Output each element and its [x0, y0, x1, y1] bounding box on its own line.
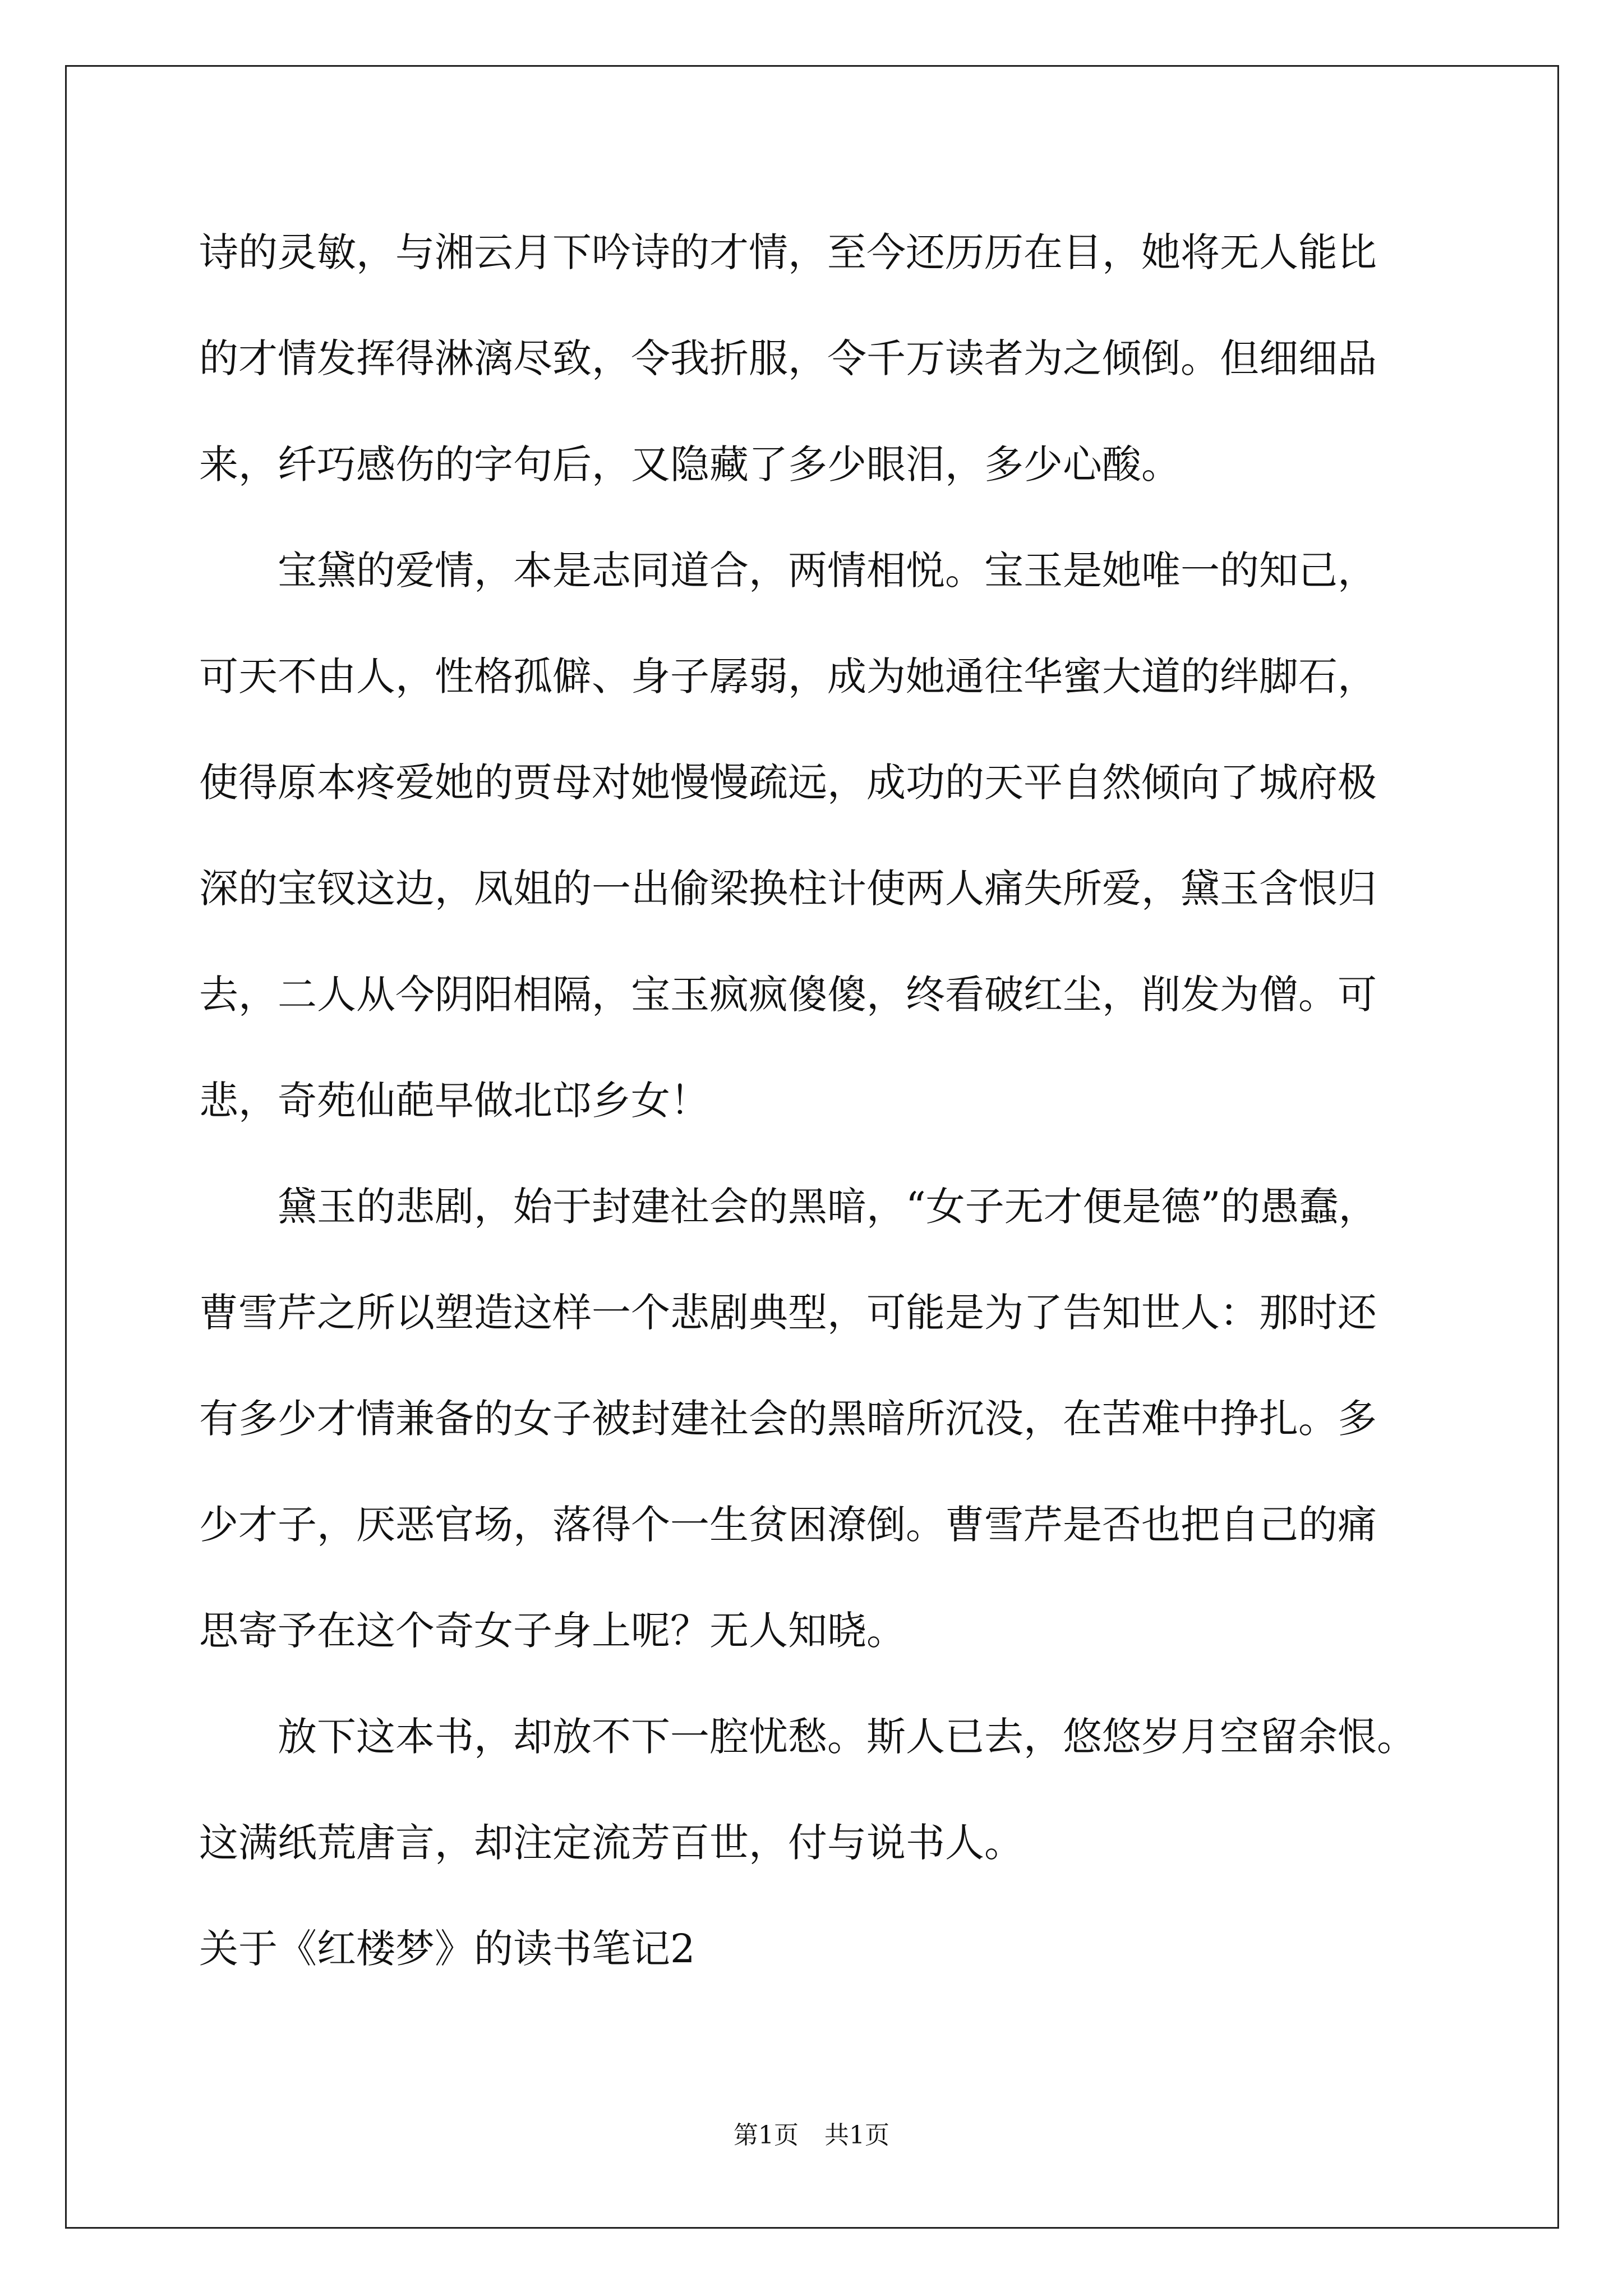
- text-line: 黛玉的悲剧，始于封建社会的黑暗，“女子无才便是德”的愚蠢，: [199, 1184, 1378, 1230]
- text-line: 诗的灵敏，与湘云月下吟诗的才情，至今还历历在目，她将无人能比: [199, 229, 1377, 275]
- text-line: 来，纤巧感伤的字句后，又隐藏了多少眼泪，多少心酸。: [199, 441, 1181, 487]
- text-line: 可天不由人，性格孤僻、身子孱弱，成为她通往华蜜大道的绊脚石，: [199, 654, 1377, 700]
- text-line: 去，二人从今阴阳相隔，宝玉疯疯傻傻，终看破红尘，削发为僧。可: [199, 972, 1377, 1018]
- text-line: 这满纸荒唐言，却注定流芳百世，付与说书人。: [199, 1820, 1023, 1866]
- section-heading: 关于《红楼梦》的读书笔记2: [199, 1926, 695, 1972]
- text-line: 悲，奇苑仙葩早做北邙乡女！: [199, 1078, 709, 1124]
- text-line: 深的宝钗这边，凤姐的一出偷梁换柱计使两人痛失所爱，黛玉含恨归: [199, 866, 1377, 912]
- text-line: 使得原本疼爱她的贾母对她慢慢疏远，成功的天平自然倾向了城府极: [199, 760, 1377, 806]
- text-line: 有多少才情兼备的女子被封建社会的黑暗所沉没，在苦难中挣扎。多: [199, 1396, 1377, 1442]
- page-total: 共1页: [824, 2121, 889, 2150]
- text-line: 少才子，厌恶官场，落得个一生贫困潦倒。曹雪芹是否也把自己的痛: [199, 1502, 1377, 1548]
- page-border: [65, 65, 1559, 2229]
- text-line: 思寄予在这个奇女子身上呢？无人知晓。: [199, 1608, 906, 1654]
- text-line: 放下这本书，却放不下一腔忧愁。斯人已去，悠悠岁月空留余恨。: [199, 1714, 1416, 1760]
- text-line: 曹雪芹之所以塑造这样一个悲剧典型，可能是为了告知世人：那时还: [199, 1290, 1377, 1336]
- page-number: 第1页: [734, 2121, 799, 2150]
- text-line: 的才情发挥得淋漓尽致，令我折服，令千万读者为之倾倒。但细细品: [199, 335, 1377, 381]
- page-footer: [0, 2119, 1623, 2152]
- text-line: 宝黛的爱情，本是志同道合，两情相悦。宝玉是她唯一的知己，: [199, 547, 1377, 593]
